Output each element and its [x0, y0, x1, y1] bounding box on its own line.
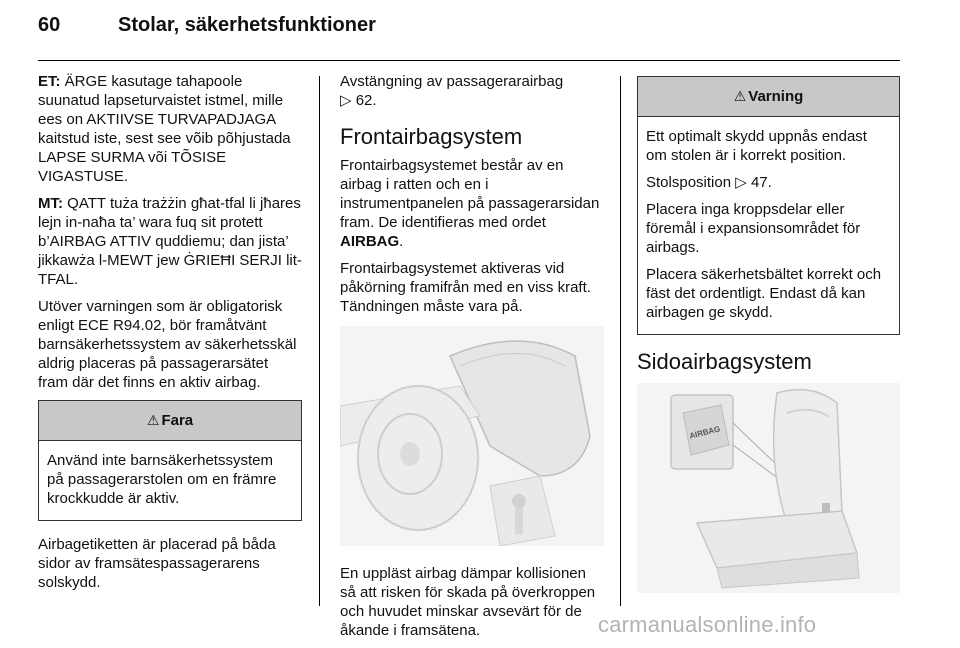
et-label: ET: — [38, 73, 61, 90]
page-header — [38, 14, 376, 37]
et-text: ÄRGE kasutage tahapoole suunatud lapseturvaistet istmel, mille ees on AKTIIVSE TURVAPADJAGA kaitstud iste, sest see võib põhjustada LAPSE SURMA või TÕSISE VIGASTUSE. — [38, 73, 291, 185]
warning-box-header — [638, 77, 899, 117]
header-rule — [38, 60, 900, 61]
airbag-label-text: AIRBAG — [688, 424, 722, 441]
warning-title: Varning — [748, 88, 804, 105]
side-airbag-illustration — [637, 383, 900, 593]
warning-p4: Placera säkerhetsbältet korrekt och fäst det ordentligt. Endast då kan airbagen ge skydd. — [646, 266, 882, 321]
warning-p2-text: Stolsposition — [646, 174, 732, 191]
airbag-word: AIRBAG — [340, 233, 400, 250]
column-divider-1 — [319, 76, 320, 606]
column-3 — [637, 72, 900, 611]
mt-label: MT: — [38, 195, 63, 212]
watermark: carmanualsonline.info — [598, 612, 817, 637]
cross-reference — [340, 72, 602, 110]
mt-paragraph — [38, 194, 302, 289]
warning-p3: Placera inga kroppsdelar eller föremål i expansionsområdet för airbags. — [646, 201, 861, 256]
cross-reference-text: Avstängning av passagerarairbag — [340, 73, 564, 90]
mt-text: QATT tuża trażżin għat-tfal li jħares lejn in-naħa ta’ wara fuq sit protett b’AIRBAG ATTIV quddiemu; dan jista’ jikkawża l-MEWT jew ĠRIEĦI SERJI lit-TFAL. — [38, 195, 302, 288]
danger-title: Fara — [161, 412, 194, 429]
warning-triangle-icon: ⚠ — [733, 88, 747, 104]
warning-p2 — [646, 173, 891, 192]
p1-text: Frontairbagsystemet består av en airbag i ratten och en i instrumentpanelen på passagerarsidan fram. De identifieras med ordet — [340, 157, 600, 231]
front-airbag-illustration — [340, 326, 604, 546]
ece-paragraph: Utöver varningen som är obligatorisk enligt ECE R94.02, bör framåtvänt barnsäkerhetssystem av säkerhetsskäl aldrig placeras på passagerarsätet fram där det finns en aktiv airbag. — [38, 298, 297, 391]
label-location-paragraph: Airbagetiketten är placerad på båda sidor av framsätespassagerarens solskydd. — [38, 536, 276, 591]
frontairbag-caption: En uppläst airbag dämpar kollisionen så att risken för skada på överkroppen och huvudet minskar avsevärt för de åkande i framsätena. — [340, 565, 596, 639]
page-ref-icon: ▷ — [340, 92, 352, 109]
column-1 — [38, 72, 302, 600]
column-divider-2 — [620, 76, 621, 606]
warning-p1: Ett optimalt skydd uppnås endast om stolen är i korrekt position. — [646, 128, 867, 164]
frontairbag-p2: Frontairbagsystemet aktiveras vid påkörning framifrån med en viss kraft. Tändningen måste vara på. — [340, 260, 591, 315]
danger-box-header — [39, 401, 301, 441]
frontairbag-p1 — [340, 156, 602, 251]
front-airbag-drawing — [340, 326, 604, 546]
warning-box — [637, 76, 900, 335]
page-title: Stolar, säkerhetsfunktioner — [118, 14, 376, 36]
cross-reference-page: 62. — [355, 92, 377, 109]
column-2 — [340, 72, 602, 648]
warning-p2-page: 47. — [750, 174, 772, 191]
danger-box — [38, 400, 302, 521]
danger-text: Använd inte barnsäkerhetssystem på passagerarstolen om en främre krockkudde är aktiv. — [47, 452, 277, 507]
p1-end: . — [399, 233, 404, 250]
warning-triangle-icon: ⚠ — [146, 412, 160, 428]
et-paragraph — [38, 72, 302, 186]
sideairbag-heading: Sidoairbagsystem — [637, 349, 812, 374]
page-number: 60 — [38, 14, 61, 36]
frontairbag-heading: Frontairbagsystem — [340, 124, 523, 149]
page-ref-icon: ▷ — [735, 174, 747, 191]
side-airbag-drawing — [637, 383, 900, 593]
